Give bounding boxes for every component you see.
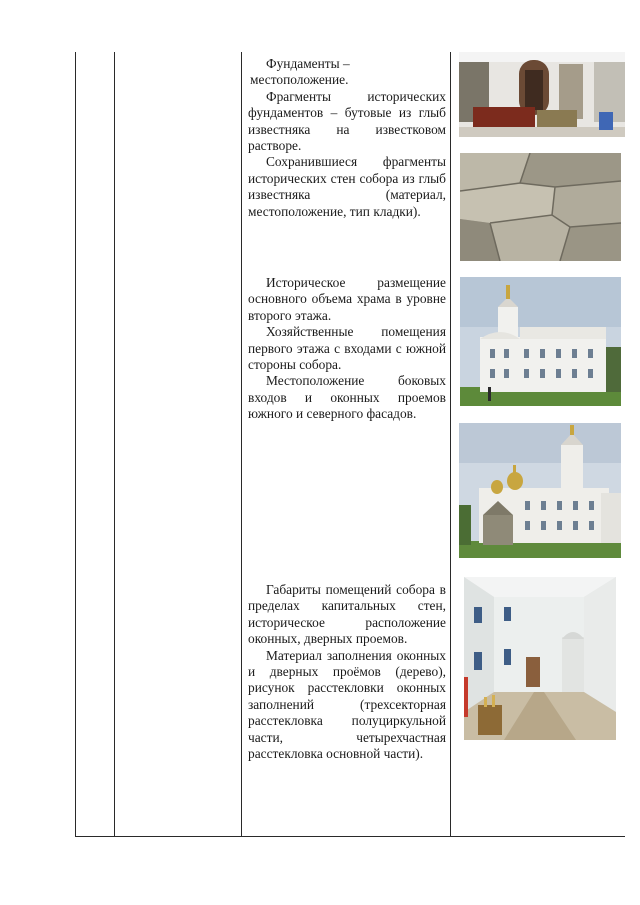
text-block-placement bbox=[248, 275, 446, 423]
table-col-divider-1 bbox=[114, 52, 115, 837]
paragraph-side-entrances: Местоположение боковых входов и оконных проемов южного и северного фасадов. bbox=[248, 373, 446, 422]
table-col-divider-3 bbox=[450, 52, 451, 837]
paragraph-wall-fragments: Сохранившиеся фрагменты исторических стен собора из глыб известняка (материал, местоположение, тип кладки). bbox=[248, 154, 446, 219]
cathedral-corner-view-photo bbox=[459, 423, 621, 558]
museum-interior-photo bbox=[459, 52, 625, 137]
paragraph-foundation-fragments: Фрагменты исторических фундаментов – бутовые из глыб известняка на известковом растворе. bbox=[248, 88, 446, 154]
text-block-dimensions bbox=[248, 582, 446, 762]
table-col-divider-2 bbox=[241, 52, 242, 837]
heading-foundations-line2: местоположение. bbox=[250, 72, 349, 88]
table-border-bottom bbox=[75, 836, 625, 837]
paragraph-window-fill: Материал заполнения оконных и дверных проёмов (дерево), рисунок расстекловки оконных заполнений (трехсекторная расстекловка полуциркульной части, четырехчастная расстекловка основной части). bbox=[248, 647, 446, 762]
paragraph-historic-placement: Историческое размещение основного объема храма в уровне второго этажа. bbox=[248, 275, 446, 323]
cathedral-interior-hall-photo bbox=[464, 577, 616, 740]
table-border-left bbox=[75, 52, 76, 837]
heading-foundations-line1: Фундаменты – bbox=[266, 56, 350, 71]
paragraph-room-dimensions: Габариты помещений собора в пределах капитальных стен, историческое расположение оконных, дверных проемов. bbox=[248, 582, 446, 647]
paragraph-ground-floor-rooms: Хозяйственные помещения первого этажа с входами с южной стороны собора. bbox=[248, 324, 446, 373]
cathedral-south-facade-photo bbox=[460, 277, 621, 406]
text-block-foundations bbox=[248, 56, 446, 220]
limestone-wall-photo bbox=[460, 153, 621, 261]
